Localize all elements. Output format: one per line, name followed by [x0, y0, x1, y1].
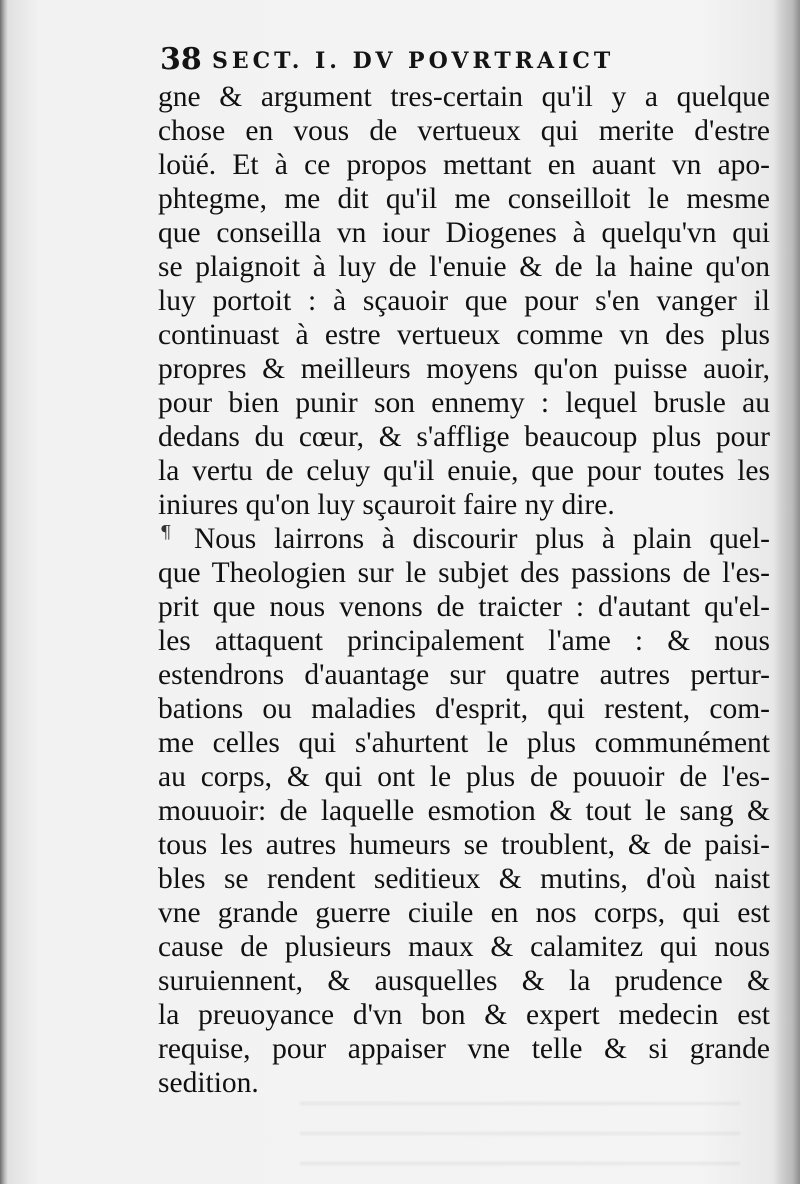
text-line: les attaquent principalement l'ame : & nous: [158, 625, 770, 657]
running-head: [160, 40, 760, 80]
text-line: bations ou maladies d'esprit, qui restent, com-: [158, 693, 770, 725]
text-line: bles se rendent seditieux & mutins, d'où naist: [158, 863, 770, 895]
text-line: gne & argument tres-certain qu'il y a quelque: [158, 81, 770, 113]
page-number: 38: [160, 42, 202, 77]
text-line: propres & meilleurs moyens qu'on puisse auoir,: [158, 353, 770, 385]
text-line: au corps, & qui ont le plus de pouuoir de l'es-: [158, 761, 770, 793]
paragraph-mark: ¶: [160, 522, 172, 543]
text-line: cause de plusieurs maux & calamitez qui nous: [158, 931, 770, 963]
text-line: dedans du cœur, & s'afflige beaucoup plus pour: [158, 421, 770, 453]
text-line: Nous lairrons à discourir plus à plain quel-: [194, 523, 770, 555]
body-text: [158, 80, 770, 1100]
text-line: vne grande guerre ciuile en nos corps, qui est: [158, 897, 770, 929]
text-line: mouuoir: de laquelle esmotion & tout le sang &: [158, 795, 770, 827]
text-line: la vertu de celuy qu'il enuie, que pour toutes les: [158, 455, 770, 487]
text-line: luy portoit : à sçauoir que pour s'en vanger il: [158, 285, 770, 317]
show-through-bleed: [300, 1085, 740, 1165]
text-line: requise, pour appaiser vne telle & si grande: [158, 1033, 770, 1065]
text-line: tous les autres humeurs se troublent, & de paisi-: [158, 829, 770, 861]
text-line: continuast à estre vertueux comme vn des plus: [158, 319, 770, 351]
text-line: que conseilla vn iour Diogenes à quelqu'vn qui: [158, 217, 770, 249]
text-line: pour bien punir son ennemy : lequel brusle au: [158, 387, 770, 419]
text-line: phtegme, me dit qu'il me conseilloit le mesme: [158, 183, 770, 215]
text-line: la preuoyance d'vn bon & expert medecin est: [158, 999, 770, 1031]
text-line: chose en vous de vertueux qui merite d'estre: [158, 115, 770, 147]
text-line: estendrons d'auantage sur quatre autres pertur-: [158, 659, 770, 691]
text-line: que Theologien sur le subjet des passions de l'es-: [158, 557, 770, 589]
section-heading: SECT. I. DV POVRTRAICT: [212, 48, 615, 74]
text-line: sedition.: [158, 1067, 259, 1099]
text-line: prit que nous venons de traicter : d'autant qu'el-: [158, 591, 770, 623]
text-line: loüé. Et à ce propos mettant en auant vn apo-: [158, 149, 770, 181]
text-line: iniures qu'on luy sçauroit faire ny dire.: [158, 489, 615, 521]
text-line: suruiennent, & ausquelles & la prudence &: [158, 965, 770, 997]
text-line: me celles qui s'ahurtent le plus communément: [158, 727, 770, 759]
text-line: se plaignoit à luy de l'enuie & de la haine qu'on: [158, 251, 770, 283]
